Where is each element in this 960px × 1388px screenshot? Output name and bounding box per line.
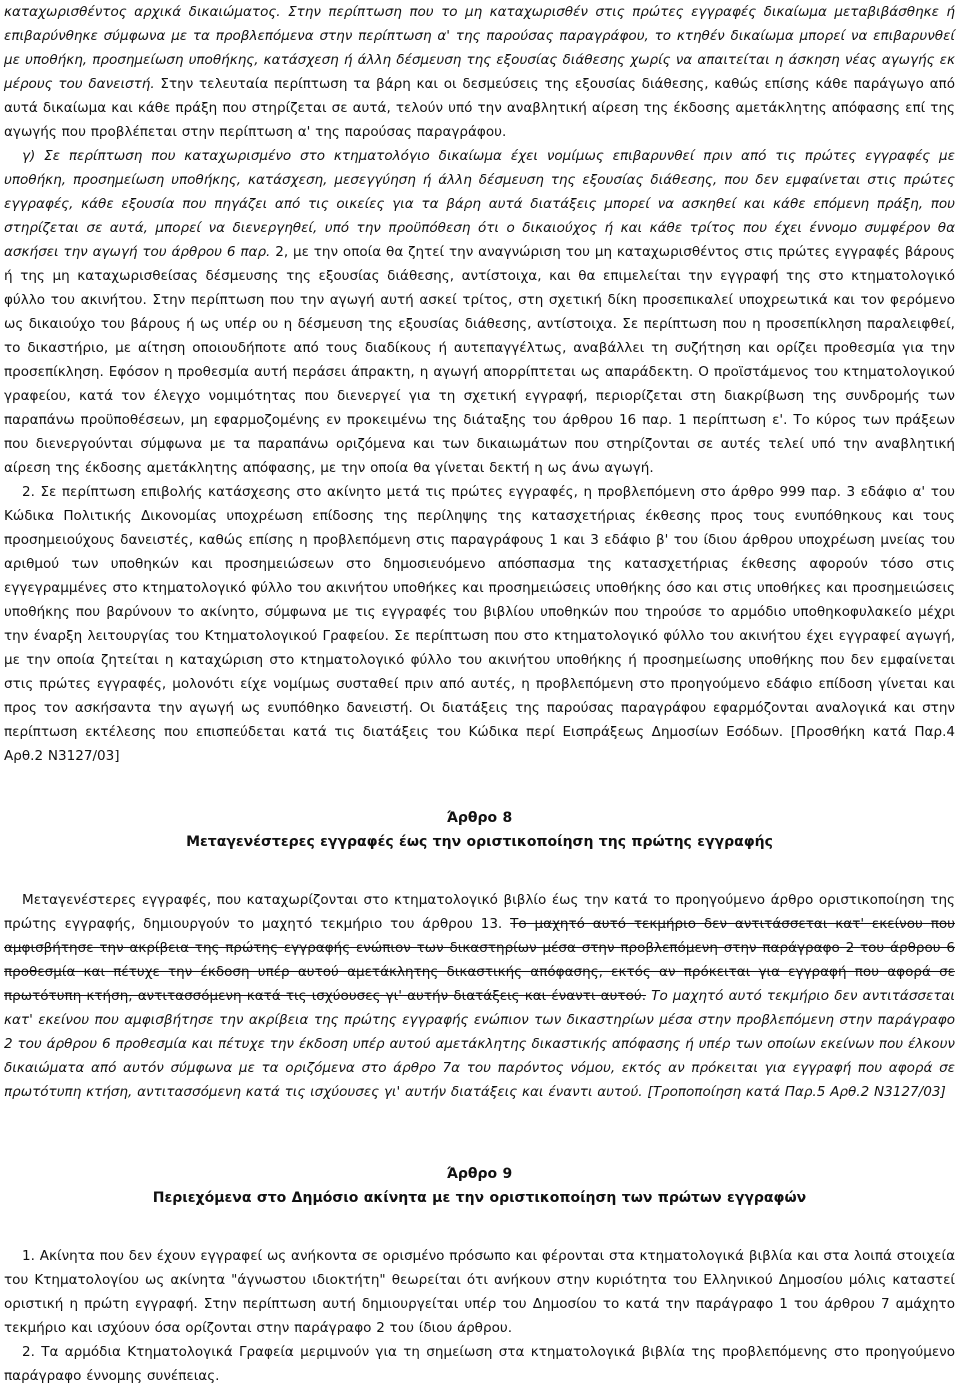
article-8-heading	[4, 806, 955, 854]
paragraph-italic-part: καταχωρισθέντος αρχικά δικαιώματος. Στην περίπτωση που το μη καταχωρισθέν στις πρώτες εγγραφές δικαίωμα μεταβιβάσθηκε ή επιβαρύνθηκε σύμφωνα με τα προβλεπόμενα στην περίπτωση α' της παρούσας παραγράφου, το κτηθέν δικαίωμα μπορεί να επιβαρυνθεί με υποθήκη, προσημείωση υποθήκης, κατάσχεση ή άλλη δέσμευση της εξουσίας διάθεσης χωρίς να απαιτείται η άσκηση νέας αγωγής εκ μέρους του δανειστή.	[4, 4, 955, 92]
paragraph-b-continuation	[4, 0, 955, 144]
article-9-heading	[4, 1162, 955, 1210]
article-number: Άρθρο 8	[446, 810, 513, 826]
paragraph-normal-part: Μεταγενέστερες εγγραφές, που καταχωρίζονται στο κτηματολογικό βιβλίο έως την κατά το προηγούμενο άρθρο οριστικοποίηση της πρώτης εγγραφής, δημιουργούν το μαχητό τεκμήριο του άρθρου 13.	[4, 892, 955, 932]
paragraph-c	[4, 144, 955, 480]
article-title: Περιεχόμενα στο Δημόσιο ακίνητα με την οριστικοποίηση των πρώτων εγγραφών	[152, 1190, 807, 1206]
paragraph-2: 2. Σε περίπτωση επιβολής κατάσχεσης στο ακίνητο μετά τις πρώτες εγγραφές, η προβλεπόμενη στο άρθρο 999 παρ. 3 εδάφιο α' του Κώδικα Πολιτικής Δικονομίας υποχρέωση επίδοσης της περίληψης της κατασχετήριας έκθεσης προς τους ενυπόθηκους και τους προσημειούχους δανειστές, καθώς επίσης η προβλεπόμενη στις παραγράφους 1 και 3 εδάφιο β' του ίδιου άρθρου υποχρέωση μνείας του αριθμού των υποθηκών και προσημειώσεων στο δημοσιευόμενο απόσπασμα της κατασχετήριας έκθεσης αφορούν τόσο στις εγγεγραμμένες στο κτηματολογικό φύλλο του ακινήτου υποθήκες και προσημειώσεις υποθήκης όσο και στις υποθήκες και προσημειώσεις υποθήκης που βαρύνουν το ακίνητο, σύμφωνα με τις εγγραφές του βιβλίου υποθηκών που τηρούσε το αρμόδιο υποθηκοφυλακείο μέχρι την έναρξη λειτουργίας του Κτηματολογικού Γραφείου. Σε περίπτωση που στο κτηματολογικό φύλλο του ακινήτου έχει εγγραφεί αγωγή, με την οποία ζητείται η καταχώριση στο κτηματολογικό φύλλο του ακινήτου υποθήκης ή προσημείωσης υποθήκης που δεν εμφαίνεται στις πρώτες εγγραφές, μολονότι είχε νομίμως συσταθεί πριν από αυτές, η προβλεπόμενη στο προηγούμενο εδάφιο επίδοση γίνεται και προς τον ασκήσαντα την αγωγή ως ενυπόθηκο δανειστή. Οι διατάξεις της παρούσας παραγράφου εφαρμόζονται αναλογικά και στην περίπτωση εκτέλεσης που επισπεύδεται κατά τις διατάξεις του Κώδικα περί Εισπράξεως Δημοσίων Εσόδων. [Προσθήκη κατά Παρ.4 Αρθ.2 Ν3127/03]	[4, 484, 955, 764]
paragraph-amended-part: Το μαχητό αυτό τεκμήριο δεν αντιτάσσεται κατ' εκείνου που αμφισβήτησε την ακρίβεια της πρώτης εγγραφής ενώπιον των δικαστηρίων μέσα στην προβλεπόμενη στην παράγραφο 2 του άρθρου 6 προθεσμία και πέτυχε την έκδοση υπέρ αυτού αμετάκλητης δικαστικής απόφασης ή υπέρ των οποίων εκείνων που έλκουν δικαιώματα από αυτόν σύμφωνα με τα οριζόμενα στο άρθρο 7α του παρόντος νόμου, εκτός αν πρόκειται για εγγραφή που αφορά σε πρωτότυπη κτήση, αντιτασσόμενη κατά τις ισχύουσες γι' αυτήν διατάξεις και έναντι αυτού. [Τροποποίηση κατά Παρ.5 Αρθ.2 Ν3127/03]	[4, 988, 956, 1100]
article-number: Άρθρο 9	[446, 1166, 513, 1182]
article-9-paragraph-2: 2. Τα αρμόδια Κτηματολογικά Γραφεία μεριμνούν για τη σημείωση στα κτηματολογικά βιβλία της προβλεπόμενης στο προηγούμενο παράγραφο έννομης συνέπειας.	[4, 1344, 955, 1384]
article-9-paragraph-1: 1. Ακίνητα που δεν έχουν εγγραφεί ως ανήκοντα σε ορισμένο πρόσωπο και φέρονται στα κτηματολογικά βιβλία και στα λοιπά στοιχεία του Κτηματολογίου ως ακίνητα "άγνωστου ιδιοκτήτη" θεωρείται ότι ανήκουν στην κυριότητα του Ελληνικού Δημοσίου μόλις καταστεί οριστική η πρώτη εγγραφή. Στην περίπτωση αυτή δημιουργείται υπέρ του Δημοσίου το κατά την παράγραφο 1 του άρθρου 7 αμάχητο τεκμήριο και ισχύουν όσα ορίζονται στην παράγραφο 2 του ίδιου άρθρου.	[4, 1248, 955, 1336]
paragraph-italic-part: γ) Σε περίπτωση που καταχωρισμένο στο κτηματολόγιο δικαίωμα έχει νομίμως επιβαρυνθεί πριν από τις πρώτες εγγραφές με υποθήκη, προσημείωση υποθήκης, κατάσχεση, μεσεγγύηση ή άλλη δέσμευση της εξουσίας διάθεσης, που δεν εμφαίνεται στις πρώτες εγγραφές, κάθε εξουσία που πηγάζει από τις οικείες για τα βάρη αυτά διατάξεις μπορεί να ασκηθεί και κάθε επόμενη πράξη, που στηρίζεται σε αυτά, μπορεί να διενεργηθεί, υπό την προϋπόθεση ότι ο δικαιούχος ή και κάθε τρίτος που έχει έννομο συμφέρον θα ασκήσει την αγωγή του άρθρου 6 παρ.	[4, 148, 955, 260]
article-8-paragraph	[4, 888, 955, 1104]
struck-through-text: Το μαχητό αυτό τεκμήριο δεν αντιτάσσεται κατ' εκείνου που αμφισβήτησε την ακρίβεια της πρώτης εγγραφής ενώπιον των δικαστηρίων μέσα στην προβλεπόμενη στην παράγραφο 2 του άρθρου 6 προθεσμία και πέτυχε την έκδοση υπέρ αυτού αμετάκλητης δικαστικής απόφασης, εκτός αν πρόκειται για εγγραφή που αφορά σε πρωτότυπη κτήση, αντιτασσόμενη κατά τις ισχύουσες γι' αυτήν διατάξεις και έναντι αυτού.	[4, 916, 955, 1004]
article-title: Μεταγενέστερες εγγραφές έως την οριστικοποίηση της πρώτης εγγραφής	[186, 834, 773, 850]
paragraph-normal-part: Στην τελευταία περίπτωση τα βάρη και οι δεσμεύσεις της εξουσίας διάθεσης, καθώς επίσης κάθε παράγωγο από αυτά δικαίωμα και κάθε πράξη που στηρίζεται σε αυτά, τελούν υπό την αναβλητική αίρεση της έκδοσης αμετάκλητης απόφασης επί της αγωγής που προβλέπεται στην περίπτωση α' της παρούσας παραγράφου.	[4, 76, 955, 140]
paragraph-normal-part: 2, με την οποία θα ζητεί την αναγνώριση του μη καταχωρισθέντος στις πρώτες εγγραφές βάρους ή της μη καταχωρισθείσας δέσμευσης της εξουσίας διάθεσης, αντίστοιχα, και θα επιμελείται την εγγραφή της στο κτηματολογικό φύλλο του ακινήτου. Στην περίπτωση που την αγωγή αυτή ασκεί τρίτος, στη σχετική δίκη προσεπικαλεί υποχρεωτικά και τον φερόμενο ως δικαιούχο του βάρους ή ως υπέρ ου η δέσμευση της εξουσίας διάθεσης, αντίστοιχα. Σε περίπτωση που η προσεπίκληση παραλειφθεί, το δικαστήριο, με αίτηση οποιουδήποτε από τους διαδίκους ή αυτεπαγγέλτως, αναβάλλει τη συζήτηση και ορίζει προθεσμία για την προσεπίκληση. Εφόσον η προθεσμία αυτή περάσει άπρακτη, η αγωγή απορρίπτεται ως απαράδεκτη. Ο προϊστάμενος του κτηματολογικού γραφείου, κατά τον έλεγχο νομιμότητας που διενεργεί για τη σχετική εγγραφή, περιορίζεται στη διακρίβωση της συνδρομής των παραπάνω προϋποθέσεων, μη εφαρμοζομένης εν προκειμένω της διάταξης του άρθρου 16 παρ. 1 περίπτωση ε'. Το κύρος των πράξεων που διενεργούνται σύμφωνα με τα παραπάνω οριζόμενα και των δικαιωμάτων που στηρίζονται σε αυτές τελεί υπό την αναβλητική αίρεση της έκδοσης αμετάκλητης απόφασης, με την οποία θα γίνεται δεκτή η ως άνω αγωγή.	[4, 244, 955, 476]
